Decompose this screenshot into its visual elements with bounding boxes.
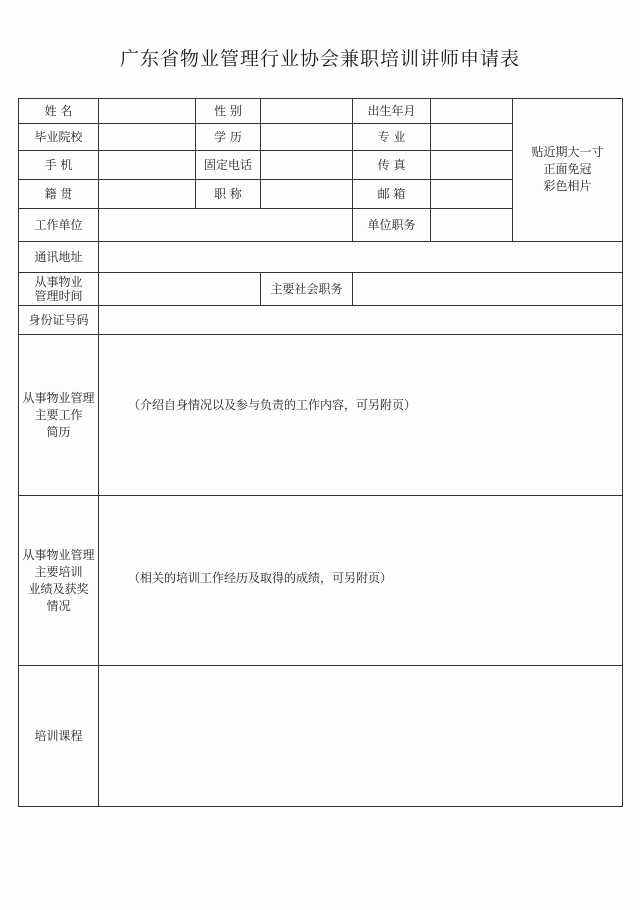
label-title-rank: 职 称 [214,187,242,201]
label-name: 姓 名 [44,104,73,118]
label-training-record: 从事物业管理 主要培训 业绩及获奖 情况 [22,547,95,613]
label-mailbox: 邮 箱 [377,187,406,201]
label-career: 从事物业管理 主要工作 简历 [22,390,95,439]
courses-field[interactable] [99,666,622,806]
label-mobile: 手 机 [44,158,73,172]
education-field[interactable] [261,124,352,150]
major-field[interactable] [431,124,512,150]
label-id-number: 身份证号码 [28,313,89,327]
mobile-field[interactable] [99,151,195,179]
label-birth: 出生年月 [367,104,416,118]
label-landline: 固定电话 [203,158,252,172]
fax-field[interactable] [431,151,512,179]
address-field[interactable] [99,242,622,272]
label-courses: 培训课程 [34,729,83,743]
position-field[interactable] [431,209,512,241]
label-social-post: 主要社会职务 [270,282,343,296]
label-gender: 性 别 [214,104,242,118]
title-rank-field[interactable] [261,180,352,208]
training-hint: （相关的培训工作经历及取得的成绩，可另附页） [128,571,393,585]
label-origin: 籍 贯 [44,187,73,201]
photo-placeholder-note: 贴近期大一寸 正面免冠 彩色相片 [531,145,604,193]
birth-field[interactable] [431,99,512,123]
gender-field[interactable] [261,99,352,123]
career-hint: （介绍自身情况以及参与负责的工作内容，可另附页） [128,398,417,412]
label-major: 专 业 [377,130,406,144]
origin-field[interactable] [99,180,195,208]
mailbox-field[interactable] [431,180,512,208]
pm-years-field[interactable] [99,273,260,305]
social-post-field[interactable] [353,273,622,305]
label-education: 学 历 [214,130,242,144]
label-pm-years: 从事物业 管理时间 [34,275,83,303]
label-fax: 传 真 [377,158,406,172]
label-address: 通讯地址 [34,250,83,264]
id-number-field[interactable] [99,306,622,334]
employer-field[interactable] [99,209,352,241]
school-field[interactable] [99,124,195,150]
label-school: 毕业院校 [34,130,83,144]
name-field[interactable] [99,99,195,123]
label-position: 单位职务 [367,218,416,232]
career-field[interactable] [99,335,622,495]
form-title: 广东省物业管理行业协会兼职培训讲师申请表 [119,48,520,70]
landline-field[interactable] [261,151,352,179]
label-employer: 工作单位 [34,218,83,232]
